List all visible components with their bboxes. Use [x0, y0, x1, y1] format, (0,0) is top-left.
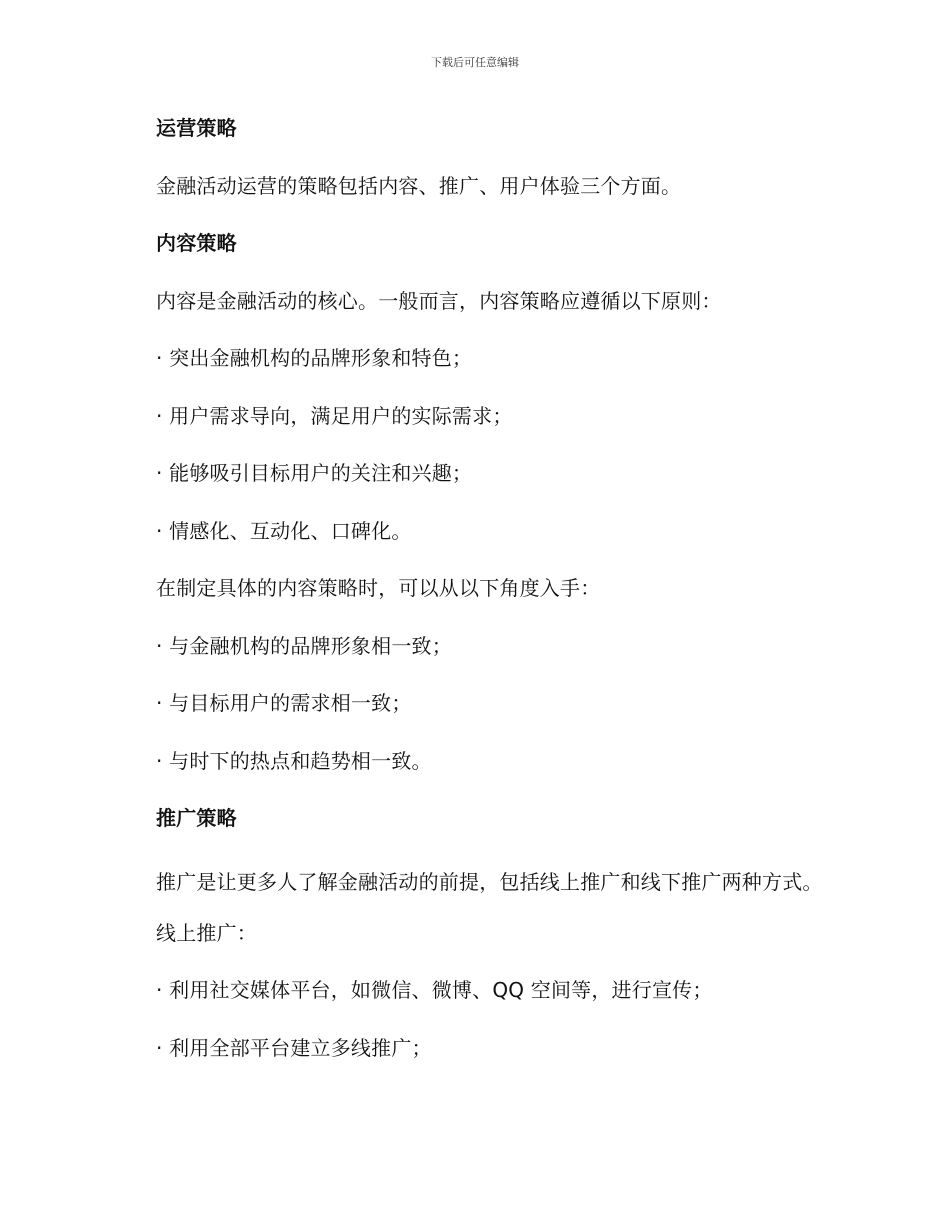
list-item: · 与目标用户的需求相一致； [156, 691, 412, 715]
list-item: · 情感化、互动化、口碑化。 [156, 518, 412, 543]
paragraph-content-angles: 在制定具体的内容策略时，可以从以下角度入手： [156, 576, 601, 600]
document-body [113, 112, 833, 1089]
list-item: · 利用全部平台建立多线推广； [156, 1035, 432, 1060]
list-item: · 能够吸引目标用户的关注和兴趣； [156, 461, 473, 485]
list-item: · 利用社交媒体平台，如微信、微博、QQ 空间等，进行宣传； [156, 978, 713, 1002]
paragraph-online-promotion: 线上推广： [156, 920, 257, 945]
list-item: · 突出金融机构的品牌形象和特色； [156, 346, 473, 370]
list-item: · 与金融机构的品牌形象相一致； [156, 633, 452, 658]
section-heading-promotion-strategy: 推广策略 [156, 806, 237, 830]
list-item: · 与时下的热点和趋势相一致。 [156, 748, 432, 773]
page-header: 下载后可任意编辑 [431, 56, 519, 69]
section-heading-operations: 运营策略 [156, 116, 237, 140]
paragraph-operations-intro: 金融活动运营的策略包括内容、推广、用户体验三个方面。 [156, 173, 682, 198]
paragraph-promotion-intro: 推广是让更多人了解金融活动的前提，包括线上推广和线下推广两种方式。 [156, 869, 823, 894]
section-heading-content-strategy: 内容策略 [156, 231, 237, 255]
list-item: · 用户需求导向，满足用户的实际需求； [156, 403, 513, 428]
paragraph-content-principles: 内容是金融活动的核心。一般而言，内容策略应遵循以下原则： [156, 288, 722, 313]
